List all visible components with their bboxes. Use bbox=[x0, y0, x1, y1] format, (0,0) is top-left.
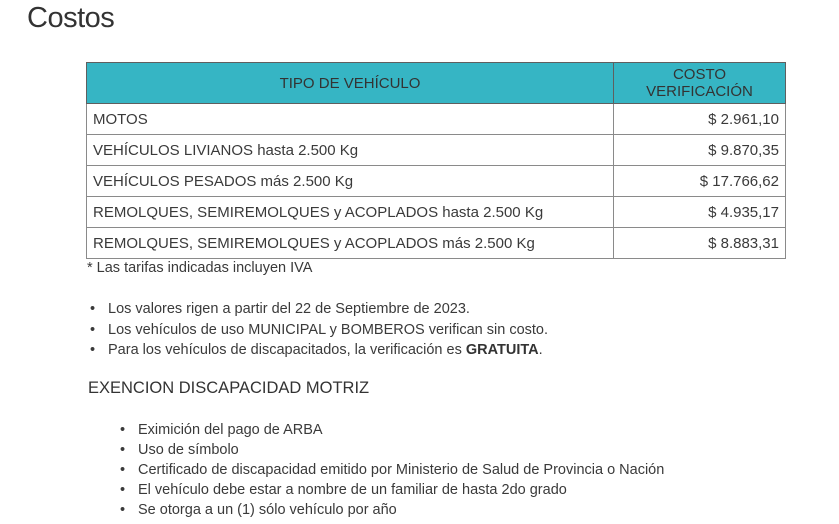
vehicle-type-cell: MOTOS bbox=[87, 104, 614, 135]
list-item bbox=[86, 340, 548, 361]
bullet-icon: • bbox=[90, 321, 96, 338]
table-header-row bbox=[87, 63, 786, 104]
table-row bbox=[87, 228, 786, 259]
list-item bbox=[116, 420, 664, 440]
list-item bbox=[116, 460, 664, 480]
table-row bbox=[87, 197, 786, 228]
list-item bbox=[86, 299, 548, 320]
list-item bbox=[116, 440, 664, 460]
list-item-text: Eximición del pago de ARBA bbox=[138, 422, 323, 438]
column-header-vehicle-type: TIPO DE VEHÍCULO bbox=[87, 63, 614, 104]
tax-footnote: * Las tarifas indicadas incluyen IVA bbox=[87, 260, 313, 276]
bullet-icon: • bbox=[120, 482, 126, 498]
cost-cell: $ 8.883,31 bbox=[614, 228, 786, 259]
list-item-text: Los vehículos de uso MUNICIPAL y BOMBEROS verifican sin costo. bbox=[108, 321, 548, 338]
free-emphasis: GRATUITA bbox=[465, 342, 539, 358]
list-item bbox=[116, 500, 664, 520]
list-item bbox=[116, 480, 664, 500]
bullet-icon: • bbox=[120, 462, 126, 478]
table-row bbox=[87, 135, 786, 166]
table-row bbox=[87, 166, 786, 197]
cost-cell: $ 2.961,10 bbox=[614, 104, 786, 135]
vehicle-type-cell: VEHÍCULOS LIVIANOS hasta 2.500 Kg bbox=[87, 135, 614, 166]
list-item-text: Se otorga a un (1) sólo vehículo por año bbox=[138, 502, 397, 518]
cost-cell: $ 9.870,35 bbox=[614, 135, 786, 166]
bullet-icon: • bbox=[90, 342, 96, 358]
vehicle-type-cell: VEHÍCULOS PESADOS más 2.500 Kg bbox=[87, 166, 614, 197]
verification-cost-table bbox=[86, 62, 786, 259]
cost-cell: $ 17.766,62 bbox=[614, 166, 786, 197]
cost-cell: $ 4.935,17 bbox=[614, 197, 786, 228]
exemption-bullet-list bbox=[116, 420, 664, 520]
list-item-suffix: . bbox=[538, 342, 543, 358]
bullet-icon: • bbox=[90, 301, 96, 317]
bullet-icon: • bbox=[120, 502, 126, 518]
list-item bbox=[86, 320, 548, 341]
list-item-text: El vehículo debe estar a nombre de un familiar de hasta 2do grado bbox=[138, 482, 567, 498]
exemption-section-title: EXENCION DISCAPACIDAD MOTRIZ bbox=[88, 379, 370, 397]
vehicle-type-cell: REMOLQUES, SEMIREMOLQUES y ACOPLADOS hasta 2.500 Kg bbox=[87, 197, 614, 228]
page-title: Costos bbox=[27, 2, 115, 34]
column-header-verification-cost: COSTO VERIFICACIÓN bbox=[614, 63, 786, 104]
table-row bbox=[87, 104, 786, 135]
vehicle-type-cell: REMOLQUES, SEMIREMOLQUES y ACOPLADOS más 2.500 Kg bbox=[87, 228, 614, 259]
bullet-icon: • bbox=[120, 422, 126, 438]
list-item-text: Para los vehículos de discapacitados, la verificación es bbox=[108, 342, 466, 358]
list-item-text: Uso de símbolo bbox=[138, 442, 239, 458]
list-item-text: Certificado de discapacidad emitido por Ministerio de Salud de Provincia o Nación bbox=[138, 462, 665, 478]
bullet-icon: • bbox=[120, 442, 126, 458]
info-bullet-list bbox=[86, 299, 548, 361]
list-item-text: Los valores rigen a partir del 22 de Septiembre de 2023. bbox=[108, 301, 470, 317]
